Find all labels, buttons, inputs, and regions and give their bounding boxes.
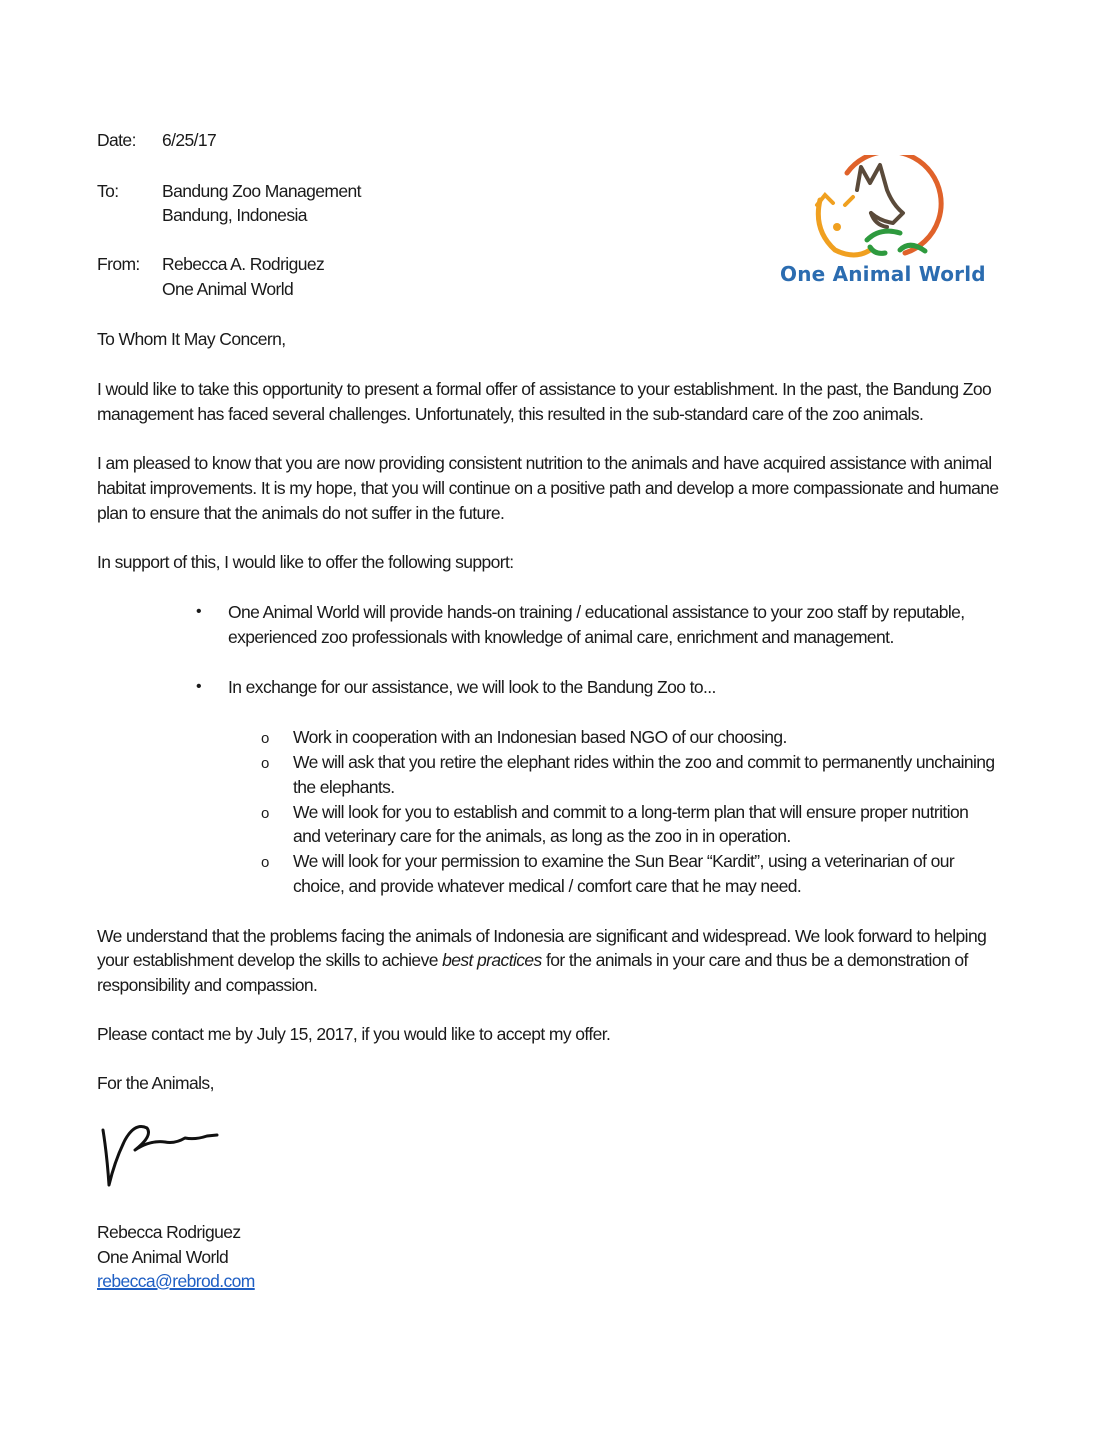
email-link[interactable]: rebecca@rebrod.com [97, 1271, 255, 1291]
paragraph-2-line: I am pleased to know that you are now providing consistent nutrition to the animals and have acquired assistance with animal [97, 453, 992, 473]
to-location: Bandung, Indonesia [162, 205, 307, 225]
from-name: Rebecca A. Rodriguez [162, 254, 325, 274]
from-label: From: [97, 254, 140, 274]
sub-bullet-item-line: We will ask that you retire the elephant rides within the zoo and commit to permanently unchaining [293, 752, 995, 772]
bullet-icon: • [196, 678, 202, 695]
sub-bullet-item-line: choice, and provide whatever medical / comfort care that he may need. [293, 876, 802, 896]
date-label: Date: [97, 130, 136, 150]
from-organization: One Animal World [162, 279, 294, 299]
sub-bullet-icon: o [261, 805, 269, 822]
sub-bullet-icon: o [261, 755, 269, 772]
date-value: 6/25/17 [162, 130, 217, 150]
bullet-item-line: experienced zoo professionals with knowledge of animal care, enrichment and management. [228, 627, 894, 647]
closing-text-before: your establishment develop the skills to achieve [97, 950, 443, 970]
salutation: To Whom It May Concern, [97, 329, 286, 349]
bullet-item-line: In exchange for our assistance, we will look to the Bandung Zoo to... [228, 677, 716, 697]
closing-text-after: for the animals in your care and thus be a demonstration of [541, 950, 968, 970]
best-practices-emphasis: best practices [442, 950, 542, 970]
sub-bullet-icon: o [261, 730, 269, 747]
signer-organization: One Animal World [97, 1247, 229, 1267]
paragraph-1-line: management has faced several challenges. Unfortunately, this resulted in the sub-standard care of the zoo animals. [97, 404, 924, 424]
to-recipient: Bandung Zoo Management [162, 181, 361, 201]
signer-name: Rebecca Rodriguez [97, 1222, 241, 1242]
paragraph-2-line: plan to ensure that the animals do not suffer in the future. [97, 503, 505, 523]
sub-bullet-item-line: the elephants. [293, 777, 395, 797]
sub-bullet-item-line: and veterinary care for the animals, as long as the zoo in in operation. [293, 826, 791, 846]
closing-paragraph-line: We understand that the problems facing the animals of Indonesia are significant and widespread. We look forward to helping [97, 926, 987, 946]
bullet-item-line: One Animal World will provide hands-on training / educational assistance to your zoo staff by reputable, [228, 602, 965, 622]
sub-bullet-item-line: Work in cooperation with an Indonesian based NGO of our choosing. [293, 727, 787, 747]
paragraph-3: In support of this, I would like to offer the following support: [97, 552, 514, 572]
paragraph-2-line: habitat improvements. It is my hope, that you will continue on a positive path and develop a more compassionate and humane [97, 478, 999, 498]
contact-deadline: Please contact me by July 15, 2017, if you would like to accept my offer. [97, 1024, 611, 1044]
sub-bullet-icon: o [261, 854, 269, 871]
sub-bullet-item-line: We will look for your permission to examine the Sun Bear “Kardit”, using a veterinarian of our [293, 851, 955, 871]
sub-bullet-item-line: We will look for you to establish and commit to a long-term plan that will ensure proper nutrition [293, 802, 969, 822]
bullet-icon: • [196, 603, 202, 620]
closing-paragraph-line [97, 950, 968, 971]
logo-wordmark: One Animal World [780, 262, 986, 286]
closing-paragraph-line: responsibility and compassion. [97, 975, 318, 995]
paragraph-1-line: I would like to take this opportunity to present a formal offer of assistance to your establishment. In the past, the Bandung Zoo [97, 379, 992, 399]
handwritten-signature-icon [95, 1110, 255, 1200]
sign-off: For the Animals, [97, 1073, 214, 1093]
to-label: To: [97, 181, 119, 201]
